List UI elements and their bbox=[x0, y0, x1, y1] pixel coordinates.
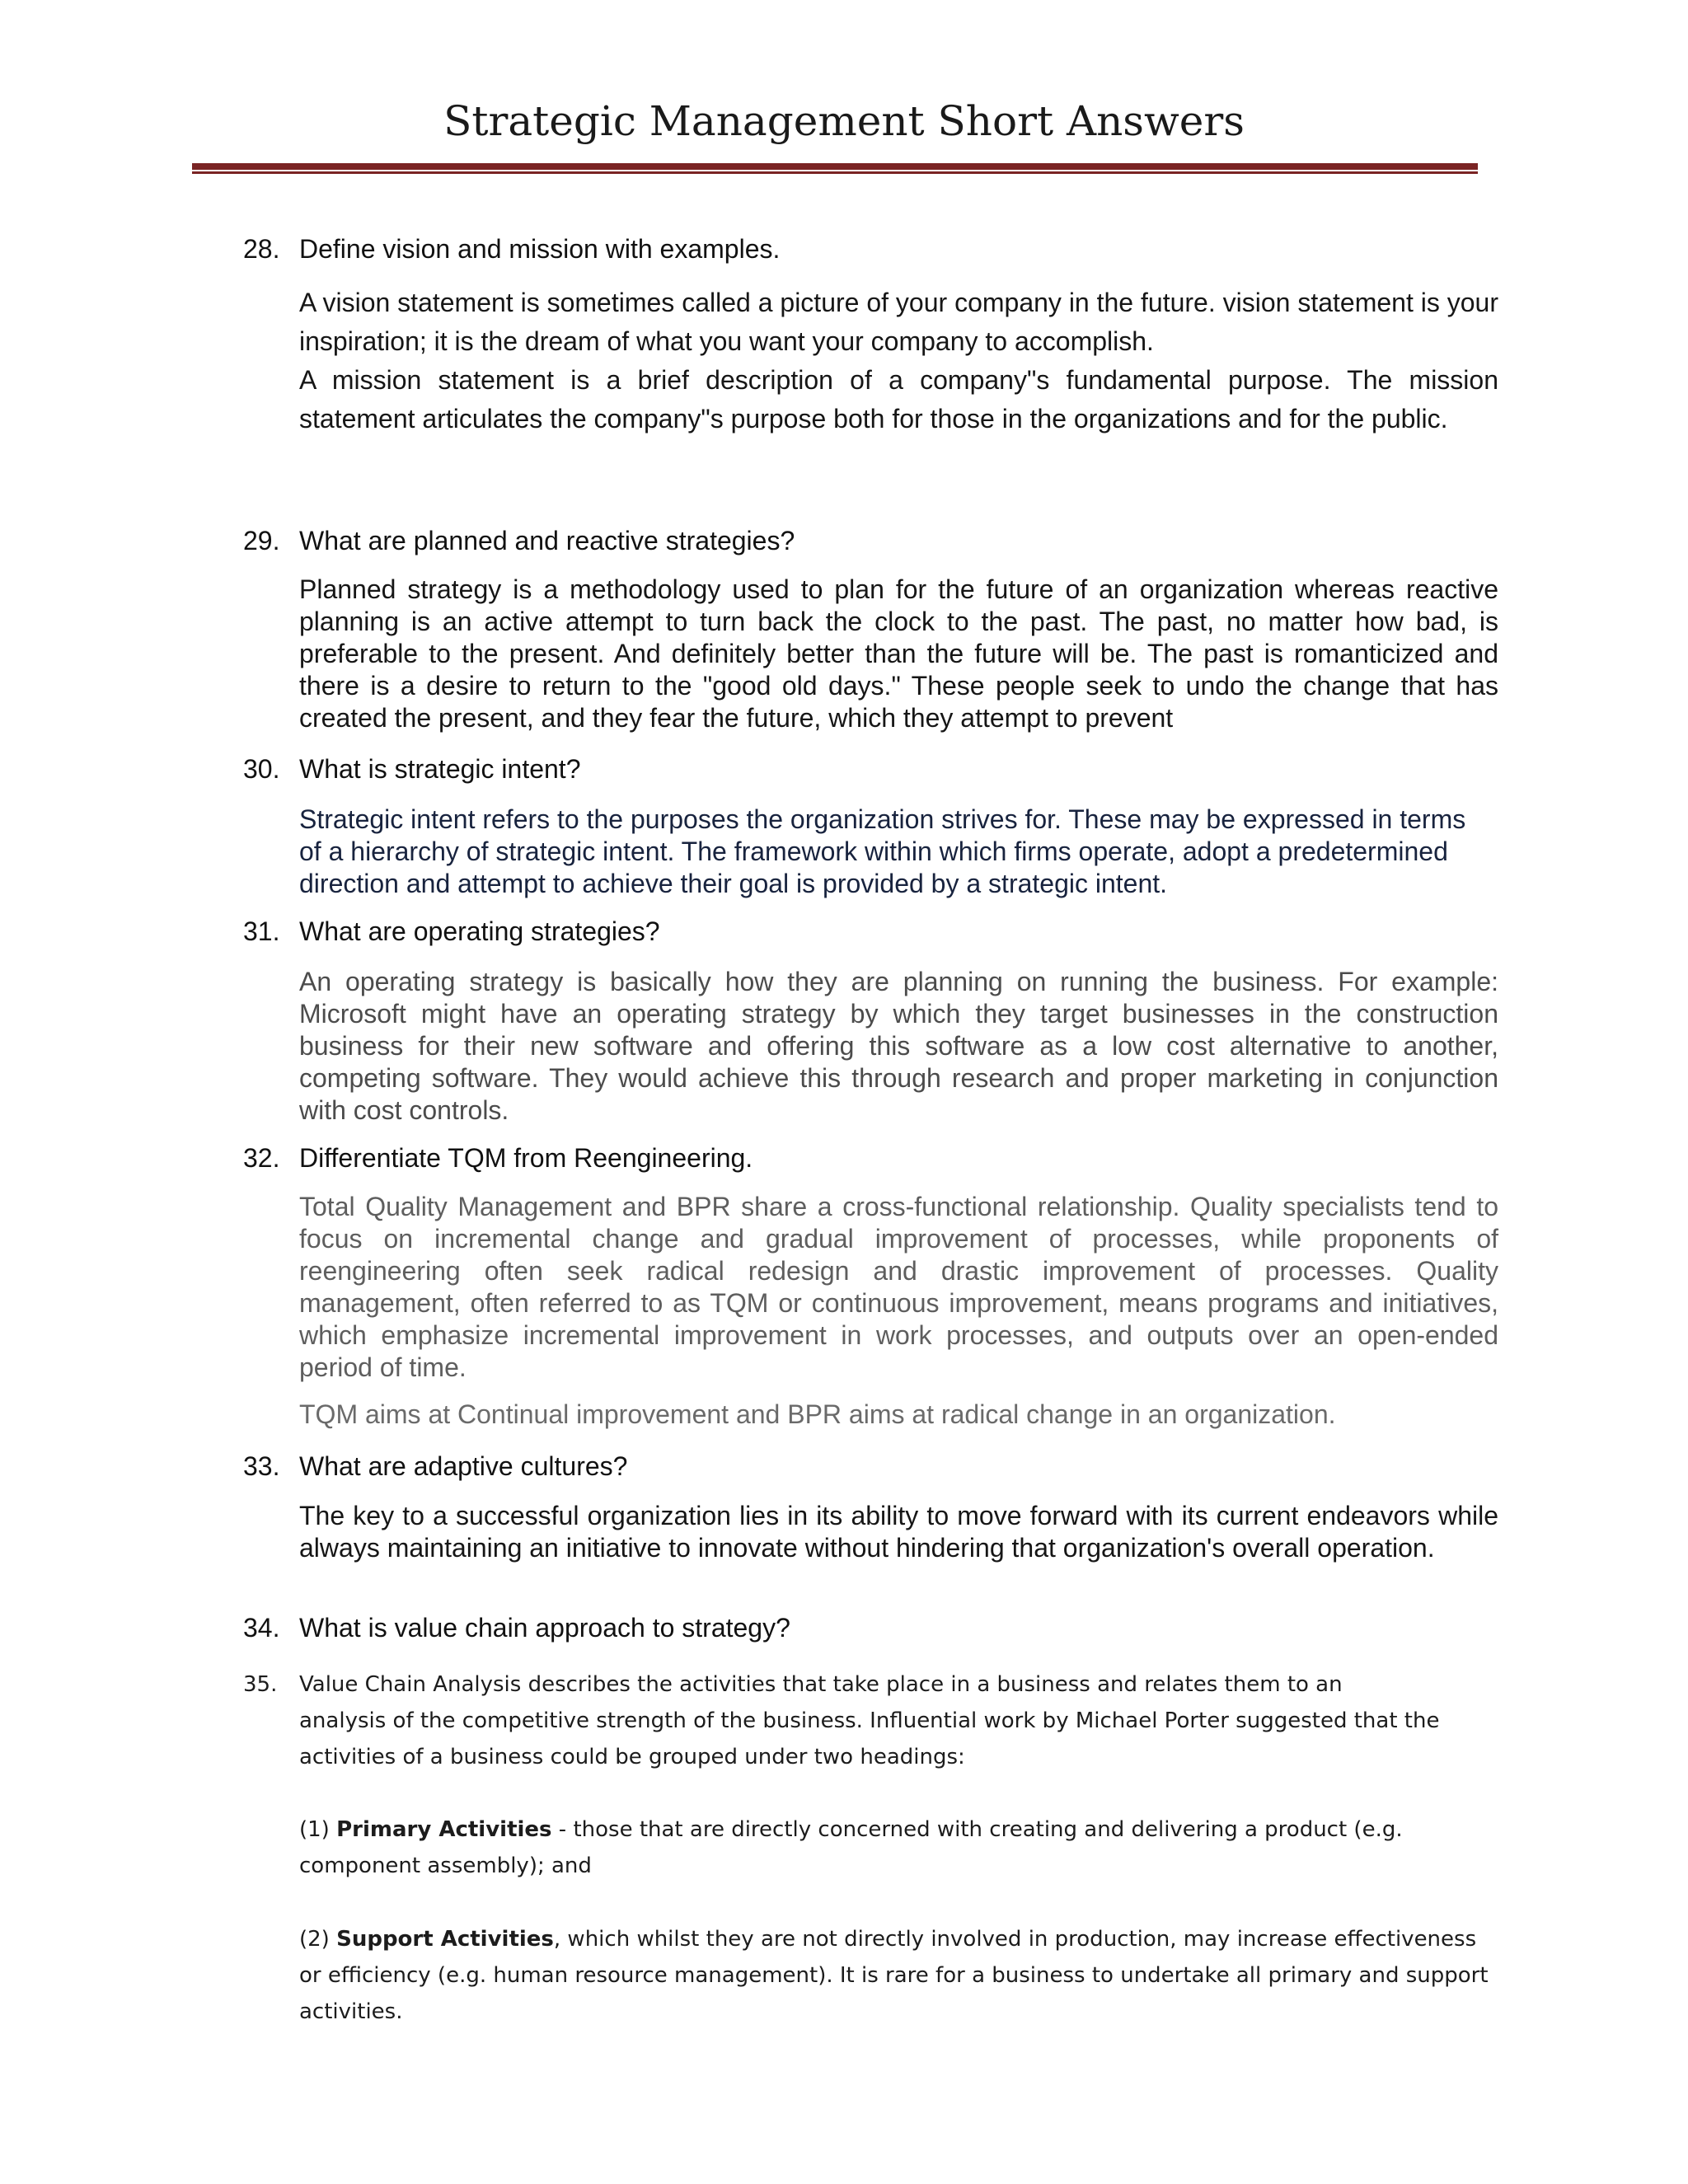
support-activities-paragraph bbox=[299, 1921, 1503, 2030]
question-number: 32. bbox=[243, 1143, 280, 1173]
support-activities-text: , which whilst they are not directly involved in production, may increase effectiveness or efficiency (e.g. human resource management). It is rare for a business to undertake all primary and support activities. bbox=[299, 1927, 1489, 2024]
primary-prefix: (1) bbox=[299, 1817, 337, 1842]
question-number: 29. bbox=[243, 526, 280, 555]
item-number: 35. bbox=[243, 1672, 278, 1697]
header-rule-thin bbox=[192, 171, 1478, 174]
answer-28-mission: A mission statement is a brief description of a company"s fundamental purpose. The mission statement articulates the company"s purpose both for those in the organizations and for the public. bbox=[299, 365, 1498, 434]
header-rule-thick bbox=[192, 163, 1478, 170]
answer-30: Strategic intent refers to the purposes the organization strives for. These may be expressed in terms of a hierarchy of strategic intent. The framework within which firms operate, adopt a predetermined direction and attempt to achieve their goal is provided by a strategic intent. bbox=[299, 804, 1466, 898]
question-number: 30. bbox=[243, 754, 280, 784]
value-chain-intro: analysis of the competitive strength of the business. Influential work by Michael Porter suggested that the activities of a business could be grouped under two headings: bbox=[299, 1708, 1440, 1769]
question-number: 31. bbox=[243, 916, 280, 946]
question-number: 34. bbox=[243, 1613, 280, 1643]
item-first-line: Value Chain Analysis describes the activities that take place in a business and relates them to an bbox=[299, 1672, 1343, 1697]
page-title: Strategic Management Short Answers bbox=[443, 97, 1245, 145]
primary-activities-paragraph bbox=[299, 1811, 1503, 1884]
answer-33: The key to a successful organization lies in its ability to move forward with its current endeavors while always maintaining an initiative to innovate without hindering that organization's overall operation. bbox=[299, 1501, 1498, 1563]
answer-31: An operating strategy is basically how they are planning on running the business. For example: Microsoft might have an operating strategy by which they target businesses in the construction business for their new software and offering this software as a low cost alternative to another, competing software. They would achieve this through research and proper marketing in conjunction with cost controls. bbox=[299, 967, 1498, 1125]
support-prefix: (2) bbox=[299, 1927, 337, 1952]
support-activities-label: Support Activities bbox=[336, 1927, 554, 1952]
question-text: What are operating strategies? bbox=[299, 916, 660, 946]
answer-32-comparison: Total Quality Management and BPR share a cross-functional relationship. Quality specialists tend to focus on incremental change and gradual improvement of processes, while proponents of reengineering often seek radical redesign and drastic improvement of processes. Quality management, often referred to as TQM or continuous improvement, means programs and initiatives, which emphasize incremental improvement in work processes, and outputs over an open-ended period of time. bbox=[299, 1192, 1498, 1382]
primary-activities-label: Primary Activities bbox=[336, 1817, 552, 1842]
question-number: 28. bbox=[243, 234, 280, 264]
question-number: 33. bbox=[243, 1451, 280, 1481]
answer-29: Planned strategy is a methodology used to plan for the future of an organization whereas reactive planning is an active attempt to turn back the clock to the past. The past, no matter how bad, is preferable to the present. And definitely better than the future will be. The past is romanticized and there is a desire to return to the "good old days." These people seek to undo the change that has created the present, and they fear the future, which they attempt to prevent bbox=[299, 574, 1498, 733]
answer-32-summary: TQM aims at Continual improvement and BPR aims at radical change in an organization. bbox=[299, 1399, 1336, 1429]
primary-activities-text: - those that are directly concerned with creating and delivering a product (e.g. component assembly); and bbox=[299, 1817, 1403, 1878]
answer-28-vision: A vision statement is sometimes called a picture of your company in the future. vision statement is your inspiration; it is the dream of what you want your company to accomplish. bbox=[299, 288, 1498, 356]
question-text: Differentiate TQM from Reengineering. bbox=[299, 1143, 753, 1173]
question-text: What is value chain approach to strategy? bbox=[299, 1613, 790, 1643]
question-text: What are planned and reactive strategies? bbox=[299, 526, 795, 555]
question-text: What are adaptive cultures? bbox=[299, 1451, 628, 1481]
question-text: Define vision and mission with examples. bbox=[299, 234, 781, 264]
question-text: What is strategic intent? bbox=[299, 754, 581, 784]
